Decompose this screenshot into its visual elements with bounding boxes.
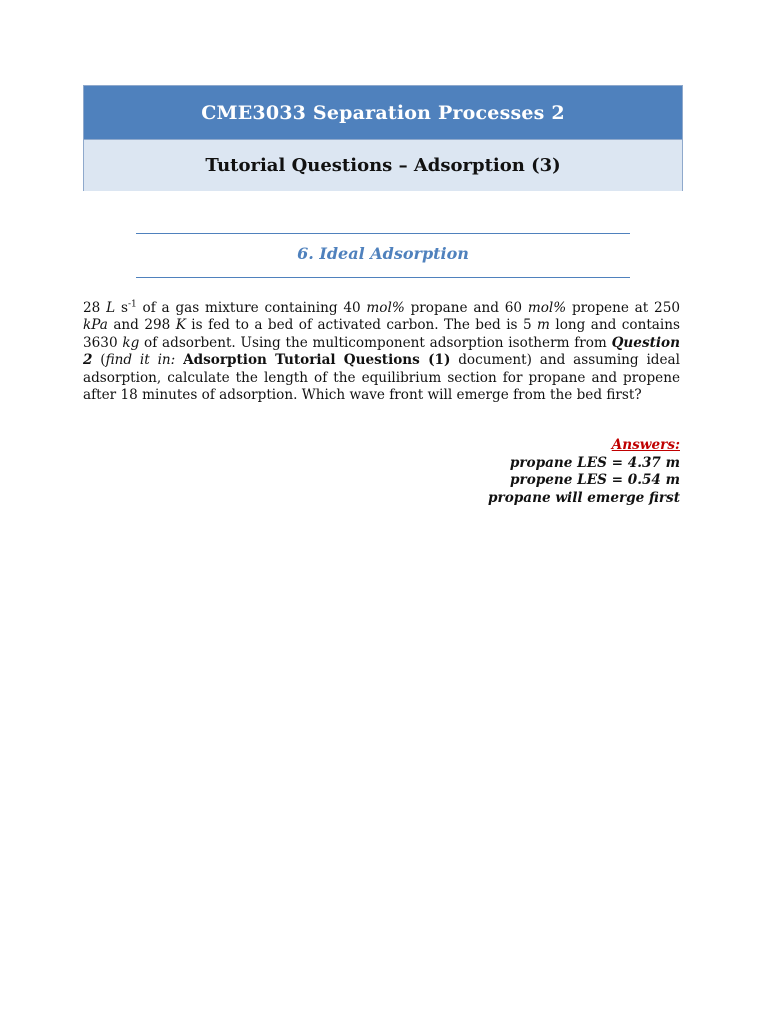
question-text: propene at 250 <box>566 300 680 316</box>
unit-second: s <box>120 300 128 316</box>
find-it-label: find it in: <box>105 352 176 369</box>
question-text <box>175 352 183 368</box>
question-text: propane and 60 <box>404 300 528 316</box>
question-text: ( <box>92 352 106 369</box>
section-heading: 6. Ideal Adsorption <box>297 244 469 263</box>
question-text: is fed to a bed of activated carbon. The bed is 5 <box>185 317 538 334</box>
unit-mol-percent: mol% <box>527 300 567 316</box>
flow-value: 28 <box>83 300 101 316</box>
unit-litre: L <box>106 300 116 316</box>
section-top-rule <box>136 233 630 234</box>
unit-kg: kg <box>122 334 140 351</box>
question-text: document) and assuming ideal adsorption, calculate the length of the equilibrium section for propane and propene after 18 minutes of adsorption. Which wave front will emerge from the bed first? <box>83 352 680 404</box>
course-title: CME3033 Separation Processes 2 <box>84 86 682 139</box>
section-bottom-rule <box>136 277 630 278</box>
unit-exponent: -1 <box>127 299 137 310</box>
question-text: and 298 <box>107 317 176 334</box>
question-paragraph <box>83 300 680 404</box>
answers-label: Answers: <box>611 437 680 453</box>
answer-line: propene LES = 0.54 m <box>510 472 680 489</box>
unit-kpa: kPa <box>83 317 108 334</box>
unit-meter: m <box>537 317 550 334</box>
question-text: of a gas mixture containing 40 <box>136 300 367 316</box>
title-banner <box>83 85 683 191</box>
tutorial-subtitle: Tutorial Questions – Adsorption (3) <box>84 139 682 191</box>
answers-block <box>280 437 680 507</box>
question-text: long and contains 3630 <box>83 317 680 351</box>
answer-line: propane LES = 4.37 m <box>509 454 680 471</box>
question-text: of adsorbent. Using the multicomponent adsorption isotherm from <box>139 334 612 351</box>
answer-line: propane will emerge first <box>488 489 680 506</box>
document-reference: Adsorption Tutorial Questions (1) <box>183 352 451 369</box>
question-reference: Question 2 <box>83 334 680 369</box>
unit-kelvin: K <box>175 317 186 334</box>
unit-mol-percent: mol% <box>366 300 405 316</box>
